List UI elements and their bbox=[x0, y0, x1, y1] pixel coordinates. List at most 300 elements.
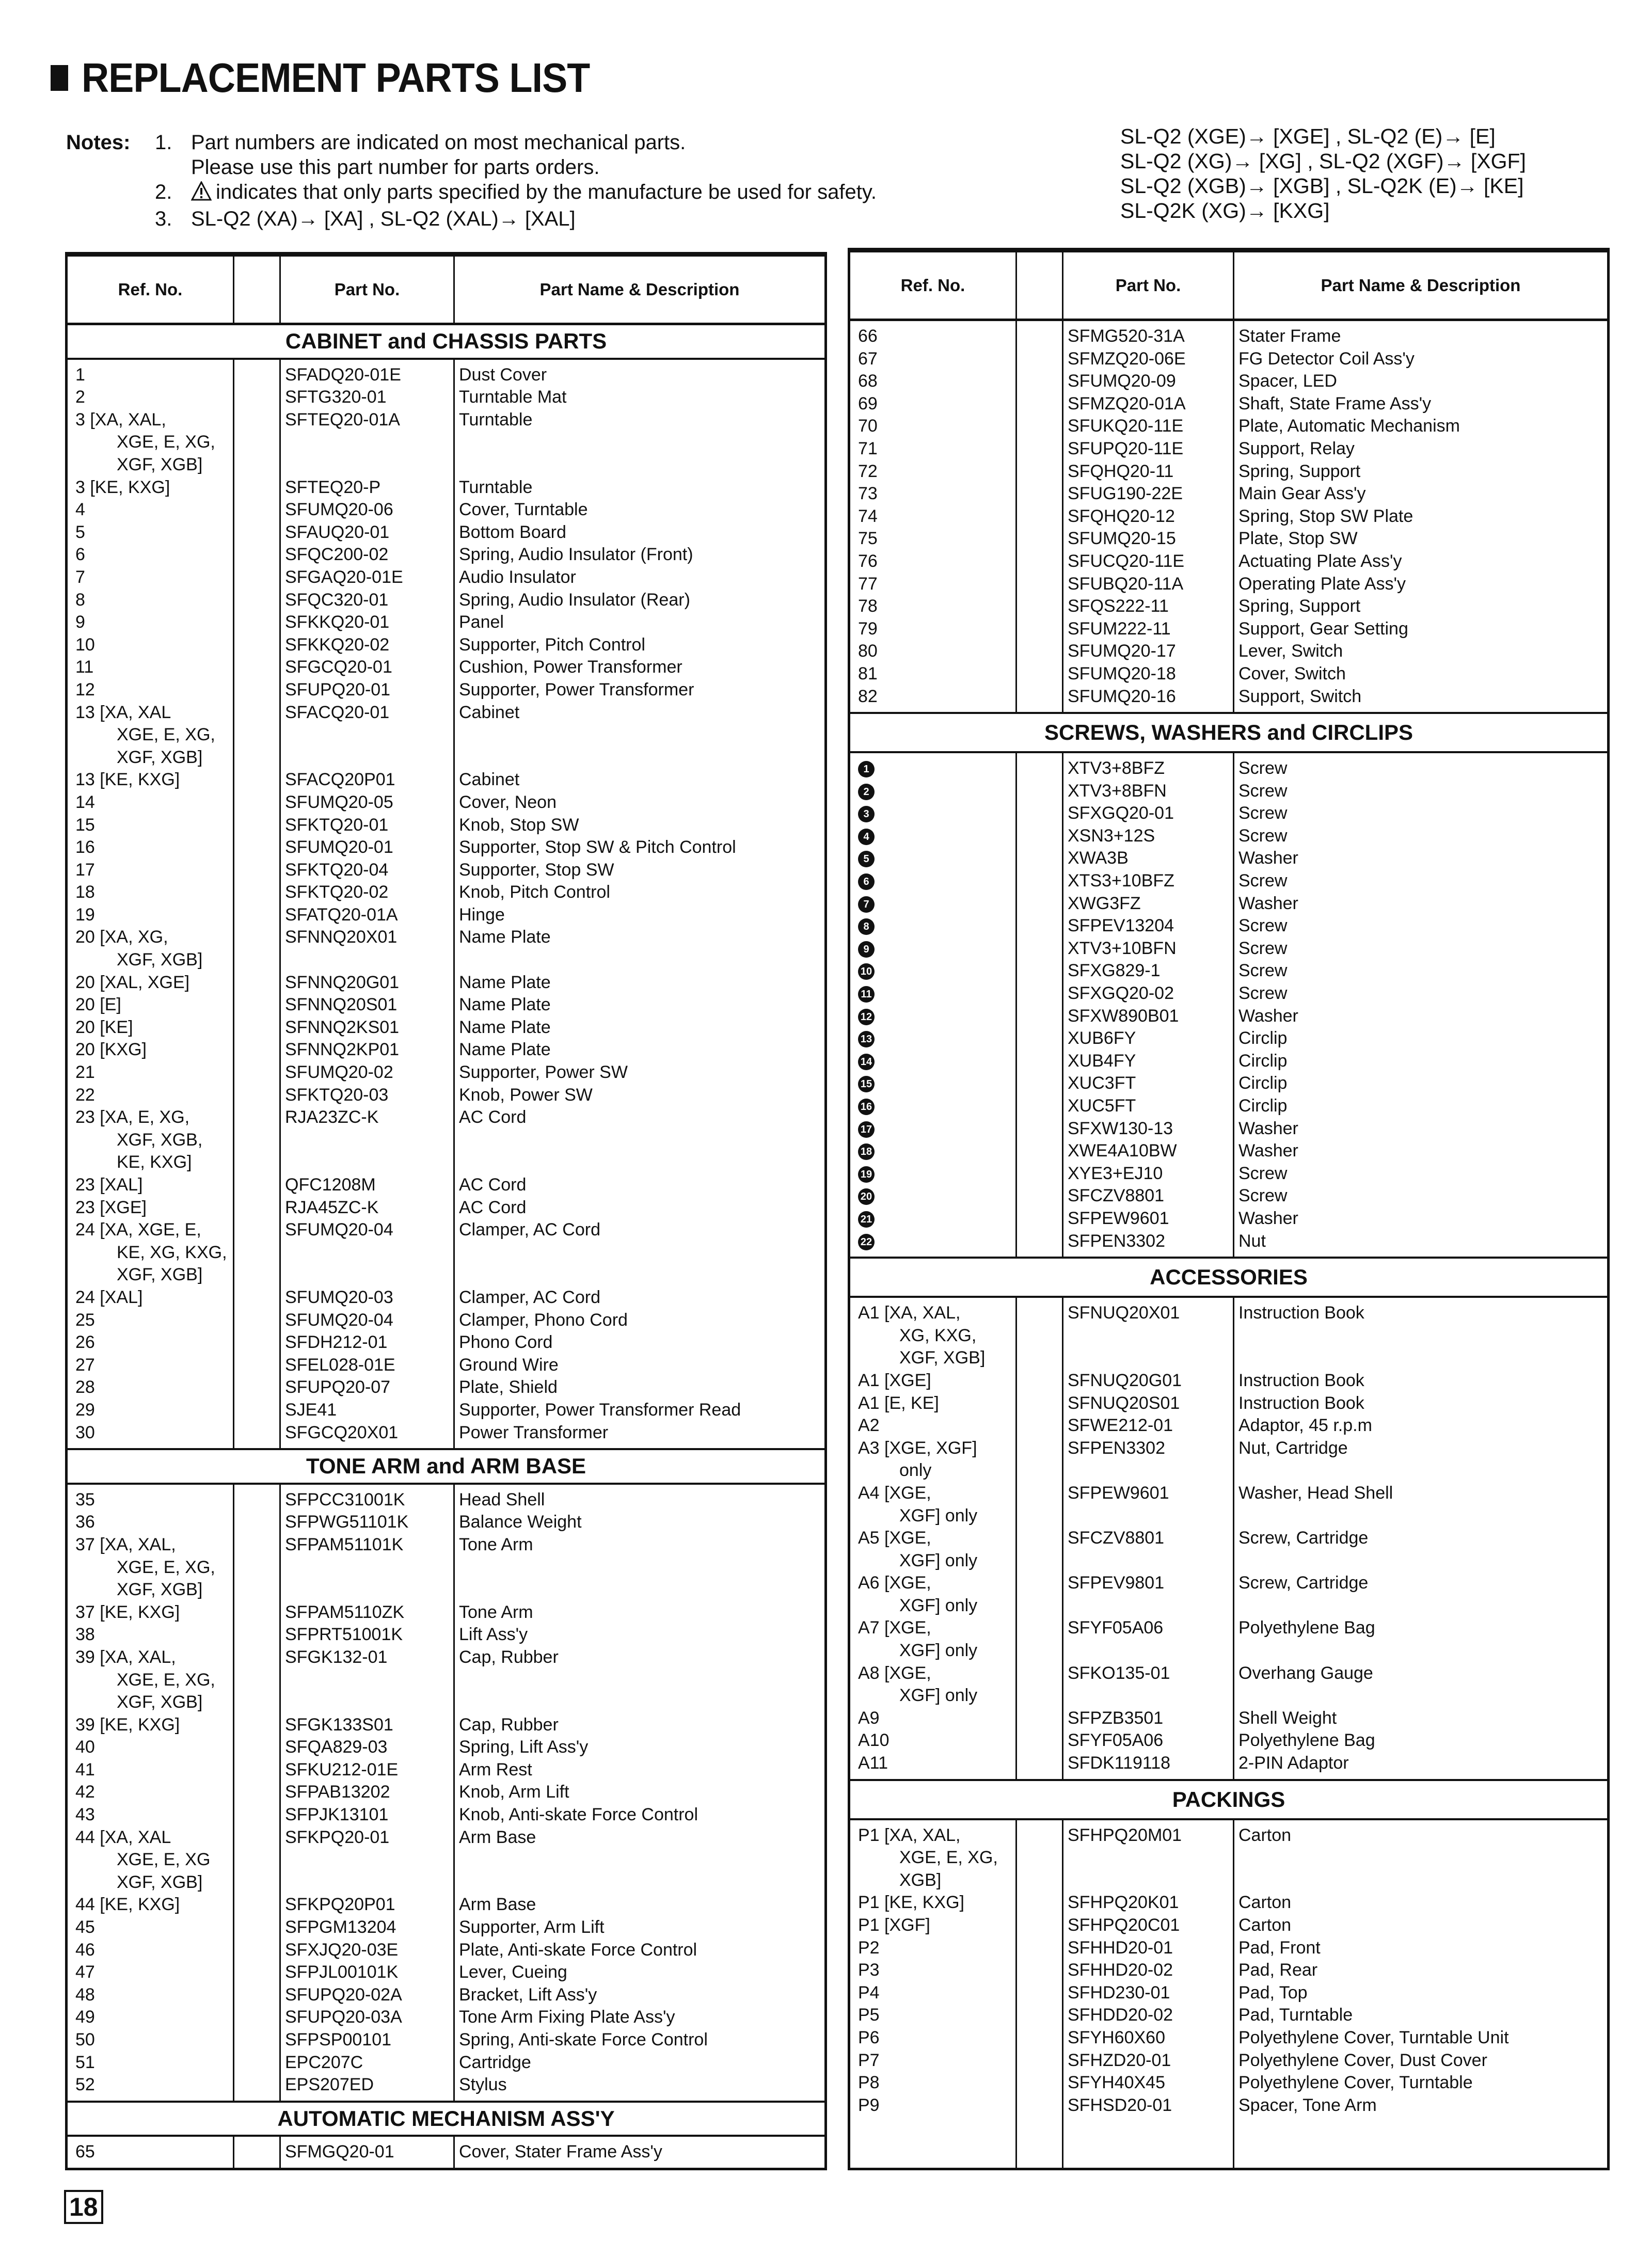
part-no-cell: XUB4FY bbox=[1063, 1050, 1234, 1073]
ref-no-cell: 20 [KE] bbox=[68, 1016, 234, 1039]
table-row bbox=[850, 1662, 1607, 1707]
blank-header bbox=[234, 257, 281, 323]
blank-cell bbox=[234, 2137, 281, 2168]
description-cell: Shaft, State Frame Ass'y bbox=[1238, 393, 1432, 414]
ref-no-cell bbox=[850, 847, 1017, 870]
ref-no-cell: 1 bbox=[68, 360, 234, 387]
blank-cell bbox=[1017, 938, 1063, 960]
blank-cell bbox=[1017, 1027, 1063, 1050]
description-cell: Stater Frame bbox=[1238, 326, 1341, 346]
ref-no-cell bbox=[850, 1140, 1017, 1163]
blank-cell bbox=[234, 2052, 281, 2074]
blank-cell bbox=[1017, 780, 1063, 803]
part-no-cell: SFKPQ20P01 bbox=[281, 1894, 455, 1916]
description-cell: Washer bbox=[1238, 893, 1298, 913]
part-no-cell: XTV3+8BFN bbox=[1063, 780, 1234, 803]
table-row bbox=[68, 1016, 824, 1039]
part-no-cell: XTV3+8BFZ bbox=[1063, 753, 1234, 780]
table-row bbox=[68, 1826, 824, 1894]
table-row bbox=[850, 915, 1607, 938]
ref-no-cell bbox=[850, 1118, 1017, 1140]
description-cell: Screw bbox=[1238, 781, 1288, 801]
part-no-cell: SFMZQ20-01A bbox=[1063, 393, 1234, 416]
description-cell: Power Transformer bbox=[459, 1422, 609, 1442]
ref-no-cell: A6 [XGE, XGF] only bbox=[850, 1572, 1017, 1617]
blank-cell bbox=[1017, 686, 1063, 712]
ref-no-cell: A11 bbox=[850, 1752, 1017, 1779]
ref-no-header: Ref. No. bbox=[850, 252, 1017, 319]
table-row bbox=[68, 1331, 824, 1354]
part-no-cell: SFACQ20-01 bbox=[281, 702, 455, 769]
ref-no-cell: 10 bbox=[68, 634, 234, 657]
ref-no-cell: 13 [KE, KXG] bbox=[68, 769, 234, 791]
ref-no-cell: 49 bbox=[68, 2006, 234, 2029]
part-no-cell: SFPZB3501 bbox=[1063, 1707, 1234, 1730]
ref-no-cell: A4 [XGE, XGF] only bbox=[850, 1482, 1017, 1527]
description-cell: Screw bbox=[1238, 938, 1288, 958]
table-row bbox=[850, 960, 1607, 982]
ref-no-cell: A7 [XGE, XGF] only bbox=[850, 1617, 1017, 1662]
table-row bbox=[68, 409, 824, 476]
table-row bbox=[68, 1039, 824, 1061]
blank-cell bbox=[234, 1331, 281, 1354]
table-row bbox=[68, 926, 824, 971]
description-cell: Hinge bbox=[459, 904, 505, 925]
table-row bbox=[68, 1106, 824, 1174]
description-cell: Cover, Stater Frame Ass'y bbox=[459, 2142, 662, 2162]
ref-no-cell: P3 bbox=[850, 1959, 1017, 1982]
ref-no-cell: 23 [XGE] bbox=[68, 1197, 234, 1219]
note-text: indicates that only parts specified by the manufacture be used for safety. bbox=[216, 181, 877, 203]
description-cell: Phono Cord bbox=[459, 1332, 553, 1353]
blank-cell bbox=[234, 791, 281, 814]
blank-cell bbox=[234, 1984, 281, 2007]
table-row bbox=[850, 780, 1607, 803]
blank-cell bbox=[1017, 393, 1063, 416]
note-number: 3. bbox=[155, 208, 172, 230]
table-row bbox=[850, 1050, 1607, 1073]
table-row bbox=[68, 904, 824, 927]
part-no-cell: SFEL028-01E bbox=[281, 1354, 455, 1377]
ref-no-cell: 39 [XA, XAL, XGE, E, XG, XGF, XGB] bbox=[68, 1646, 234, 1714]
blank-cell bbox=[234, 972, 281, 994]
part-no-cell: SFQHQ20-12 bbox=[1063, 505, 1234, 528]
part-no-cell: SFXGQ20-02 bbox=[1063, 982, 1234, 1005]
table-row bbox=[68, 360, 824, 387]
section-header: PACKINGS bbox=[850, 1779, 1607, 1820]
description-cell: Supporter, Power SW bbox=[459, 1062, 628, 1083]
blank-cell bbox=[1017, 1163, 1063, 1185]
ref-no-cell: P9 bbox=[850, 2094, 1017, 2121]
table-row bbox=[850, 550, 1607, 573]
blank-cell bbox=[1017, 595, 1063, 618]
description-cell: Spacer, Tone Arm bbox=[1238, 2095, 1377, 2115]
blank-cell bbox=[234, 994, 281, 1016]
blank-cell bbox=[234, 1939, 281, 1962]
part-no-cell: SFHSD20-01 bbox=[1063, 2094, 1234, 2121]
blank-cell bbox=[1017, 528, 1063, 550]
part-no-cell: EPC207C bbox=[281, 2052, 455, 2074]
description-cell: Bracket, Lift Ass'y bbox=[459, 1984, 597, 2005]
blank-cell bbox=[1017, 753, 1063, 780]
ref-no-cell: 19 bbox=[68, 904, 234, 927]
ref-no-cell: 68 bbox=[850, 370, 1017, 393]
description-cell: Ground Wire bbox=[459, 1355, 559, 1375]
notes-label: Notes: bbox=[66, 131, 131, 154]
ref-no-cell: 3 [XA, XAL, XGE, E, XG, XGF, XGB] bbox=[68, 409, 234, 476]
part-no-cell: XYE3+EJ10 bbox=[1063, 1163, 1234, 1185]
blank-cell bbox=[234, 611, 281, 634]
table-row bbox=[850, 1095, 1607, 1118]
blank-cell bbox=[1017, 1937, 1063, 1960]
ref-no-cell: A2 bbox=[850, 1415, 1017, 1437]
table-row bbox=[850, 1437, 1607, 1482]
description-cell: Polyethylene Cover, Turntable Unit bbox=[1238, 2027, 1509, 2047]
part-no-cell: SFKTQ20-03 bbox=[281, 1084, 455, 1107]
blank-cell bbox=[234, 656, 281, 679]
part-no-cell: SFUMQ20-04 bbox=[281, 1219, 455, 1286]
blank-cell bbox=[234, 566, 281, 589]
ref-no-cell bbox=[850, 893, 1017, 915]
ref-no-cell: 12 bbox=[68, 679, 234, 702]
blank-cell bbox=[234, 1534, 281, 1601]
ref-no-cell: 71 bbox=[850, 438, 1017, 460]
blank-cell bbox=[234, 1286, 281, 1309]
description-cell: Plate, Shield bbox=[459, 1377, 558, 1397]
description-cell: Lift Ass'y bbox=[459, 1625, 528, 1645]
blank-cell bbox=[234, 904, 281, 927]
circled-ref-number: 21 bbox=[858, 1211, 875, 1228]
blank-cell bbox=[1234, 2121, 1607, 2168]
description-cell: Knob, Stop SW bbox=[459, 815, 579, 835]
ref-no-cell bbox=[850, 870, 1017, 893]
blank-cell bbox=[1017, 1050, 1063, 1073]
table-row bbox=[850, 393, 1607, 416]
blank-cell bbox=[234, 702, 281, 769]
blank-cell bbox=[234, 1736, 281, 1759]
part-no-cell: SFKTQ20-04 bbox=[281, 859, 455, 882]
circled-ref-number: 18 bbox=[858, 1143, 875, 1160]
safety-warning-icon bbox=[191, 181, 212, 206]
table-row bbox=[850, 2027, 1607, 2050]
circled-ref-number: 13 bbox=[858, 1031, 875, 1047]
part-no-cell: SFKKQ20-01 bbox=[281, 611, 455, 634]
circled-ref-number: 17 bbox=[858, 1121, 875, 1138]
table-row bbox=[850, 2094, 1607, 2121]
ref-no-cell bbox=[850, 1185, 1017, 1208]
ref-no-cell: 48 bbox=[68, 1984, 234, 2007]
part-no-cell: SFADQ20-01E bbox=[281, 360, 455, 387]
description-cell: Arm Rest bbox=[459, 1759, 532, 1780]
table-row bbox=[850, 618, 1607, 641]
blank-cell bbox=[1017, 1707, 1063, 1730]
description-cell: Circlip bbox=[1238, 1051, 1288, 1071]
part-no-cell: SFUMQ20-15 bbox=[1063, 528, 1234, 550]
description-cell: Clamper, Phono Cord bbox=[459, 1310, 628, 1330]
part-no-cell: SFMG520-31A bbox=[1063, 321, 1234, 348]
blank-cell bbox=[234, 499, 281, 521]
table-row bbox=[850, 2050, 1607, 2072]
ref-no-cell: 18 bbox=[68, 881, 234, 904]
table-row bbox=[850, 893, 1607, 915]
blank-cell bbox=[234, 1174, 281, 1197]
blank-cell bbox=[1017, 1527, 1063, 1572]
part-no-cell: SFHD230-01 bbox=[1063, 1982, 1234, 2005]
table-row bbox=[850, 321, 1607, 348]
description-cell: Screw bbox=[1238, 983, 1288, 1004]
description-cell: Pad, Rear bbox=[1238, 1960, 1318, 1980]
description-cell: Knob, Arm Lift bbox=[459, 1782, 569, 1802]
table-row bbox=[850, 460, 1607, 483]
part-no-cell: SFNUQ20S01 bbox=[1063, 1392, 1234, 1415]
page-title: REPLACEMENT PARTS LIST bbox=[82, 55, 590, 101]
table-row bbox=[68, 836, 824, 859]
blank-cell bbox=[234, 386, 281, 409]
description-cell: Pad, Front bbox=[1238, 1937, 1321, 1958]
description-cell: Name Plate bbox=[459, 972, 551, 992]
ref-no-cell: 38 bbox=[68, 1624, 234, 1646]
blank-cell bbox=[1017, 1662, 1063, 1707]
blank-cell bbox=[1017, 618, 1063, 641]
description-cell: Screw bbox=[1238, 961, 1288, 981]
circled-ref-number: 7 bbox=[858, 896, 875, 913]
ref-no-cell: P5 bbox=[850, 2004, 1017, 2027]
part-no-cell: SFPEV9801 bbox=[1063, 1572, 1234, 1617]
description-cell: Circlip bbox=[1238, 1028, 1288, 1048]
part-no-cell: SFQC320-01 bbox=[281, 589, 455, 612]
blank-cell bbox=[850, 2121, 1017, 2168]
description-cell: Support, Relay bbox=[1238, 438, 1355, 458]
description-cell: Washer bbox=[1238, 1006, 1298, 1026]
part-no-cell: SFKTQ20-01 bbox=[281, 814, 455, 837]
table-row bbox=[68, 386, 824, 409]
table-row bbox=[68, 611, 824, 634]
blank-cell bbox=[234, 881, 281, 904]
table-row bbox=[68, 1939, 824, 1962]
description-cell: 2-PIN Adaptor bbox=[1238, 1753, 1349, 1773]
blank-cell bbox=[1017, 348, 1063, 371]
description-cell: Stylus bbox=[459, 2075, 507, 2095]
table-row bbox=[850, 1118, 1607, 1140]
parts-table-right bbox=[848, 248, 1610, 2170]
ref-no-cell: 5 bbox=[68, 521, 234, 544]
table-row bbox=[850, 595, 1607, 618]
ref-no-cell: A1 [E, KE] bbox=[850, 1392, 1017, 1415]
table-row bbox=[68, 814, 824, 837]
ref-no-cell: A9 bbox=[850, 1707, 1017, 1730]
blank-cell bbox=[1017, 870, 1063, 893]
ref-no-cell bbox=[850, 915, 1017, 938]
description-cell: Polyethylene Bag bbox=[1238, 1730, 1375, 1751]
ref-no-cell: 16 bbox=[68, 836, 234, 859]
part-no-cell: SFUPQ20-03A bbox=[281, 2006, 455, 2029]
ref-no-cell: 3 [KE, KXG] bbox=[68, 476, 234, 499]
table-row bbox=[68, 656, 824, 679]
ref-no-cell: 28 bbox=[68, 1376, 234, 1399]
description-cell: Tone Arm bbox=[459, 1602, 533, 1622]
part-no-cell: SFNUQ20X01 bbox=[1063, 1298, 1234, 1370]
table-row bbox=[850, 1982, 1607, 2005]
table-row bbox=[850, 505, 1607, 528]
table-row bbox=[850, 802, 1607, 825]
table-row bbox=[850, 1208, 1607, 1230]
part-no-cell: SFPJL00101K bbox=[281, 1961, 455, 1984]
ref-no-cell: P4 bbox=[850, 1982, 1017, 2005]
description-cell: Washer bbox=[1238, 848, 1298, 868]
note-1 bbox=[66, 130, 877, 180]
ref-no-cell bbox=[850, 1208, 1017, 1230]
part-no-cell: SFKPQ20-01 bbox=[281, 1826, 455, 1894]
circled-ref-number: 15 bbox=[858, 1076, 875, 1092]
blank-cell bbox=[234, 1084, 281, 1107]
blank-cell bbox=[234, 2074, 281, 2101]
part-no-cell: SFPAM5110ZK bbox=[281, 1601, 455, 1624]
blank-cell bbox=[1017, 321, 1063, 348]
table-row bbox=[850, 1820, 1607, 1892]
ref-no-cell: 23 [XAL] bbox=[68, 1174, 234, 1197]
part-no-cell: SFKTQ20-02 bbox=[281, 881, 455, 904]
blank-cell bbox=[1017, 1208, 1063, 1230]
table-row bbox=[850, 1163, 1607, 1185]
part-no-cell: SFQHQ20-11 bbox=[1063, 460, 1234, 483]
description-cell: Cover, Neon bbox=[459, 792, 557, 812]
ref-no-cell: 4 bbox=[68, 499, 234, 521]
section-header: ACCESSORIES bbox=[850, 1257, 1607, 1298]
description-cell: Tone Arm Fixing Plate Ass'y bbox=[459, 2007, 675, 2027]
part-no-cell: XUC3FT bbox=[1063, 1072, 1234, 1095]
table-row bbox=[68, 972, 824, 994]
part-no-cell: SFPGM13204 bbox=[281, 1916, 455, 1939]
table-row bbox=[68, 1354, 824, 1377]
description-cell: Screw bbox=[1238, 1186, 1288, 1206]
table-row bbox=[850, 825, 1607, 848]
description-cell: Knob, Pitch Control bbox=[459, 882, 610, 902]
blank-cell bbox=[234, 1826, 281, 1894]
description-cell: Carton bbox=[1238, 1915, 1292, 1935]
note-text: SL-Q2 (XA)→ [XA] , SL-Q2 (XAL)→ [XAL] bbox=[191, 208, 576, 230]
part-no-cell: SFPRT51001K bbox=[281, 1624, 455, 1646]
part-no-cell: SFGK132-01 bbox=[281, 1646, 455, 1714]
ref-no-cell: A3 [XGE, XGF] only bbox=[850, 1437, 1017, 1482]
ref-no-cell: 41 bbox=[68, 1759, 234, 1782]
part-no-cell: SFGAQ20-01E bbox=[281, 566, 455, 589]
blank-cell bbox=[234, 1601, 281, 1624]
part-no-cell: SFXJQ20-03E bbox=[281, 1939, 455, 1962]
ref-no-cell: 44 [XA, XAL XGE, E, XG XGF, XGB] bbox=[68, 1826, 234, 1894]
ref-no-cell: 23 [XA, E, XG, XGF, XGB, KE, KXG] bbox=[68, 1106, 234, 1174]
circled-ref-number: 5 bbox=[858, 851, 875, 867]
description-cell: Shell Weight bbox=[1238, 1708, 1337, 1728]
description-cell: Main Gear Ass'y bbox=[1238, 484, 1366, 504]
table-row bbox=[68, 1736, 824, 1759]
table-row bbox=[68, 1601, 824, 1624]
table-row bbox=[850, 1230, 1607, 1257]
description-cell: Cabinet bbox=[459, 702, 520, 722]
table-row bbox=[850, 573, 1607, 596]
ref-no-cell: 9 bbox=[68, 611, 234, 634]
ref-no-cell: 29 bbox=[68, 1399, 234, 1422]
part-no-cell: XUC5FT bbox=[1063, 1095, 1234, 1118]
part-no-cell: SFHPQ20K01 bbox=[1063, 1892, 1234, 1914]
description-cell: AC Cord bbox=[459, 1197, 527, 1217]
ref-no-cell bbox=[850, 982, 1017, 1005]
description-cell: Arm Base bbox=[459, 1827, 536, 1847]
circled-ref-number: 2 bbox=[858, 784, 875, 800]
ref-no-cell: 35 bbox=[68, 1485, 234, 1512]
table-row bbox=[68, 1485, 824, 1512]
ref-no-cell bbox=[850, 1050, 1017, 1073]
description-cell: Audio Insulator bbox=[459, 567, 576, 587]
part-no-cell: SFPEW9601 bbox=[1063, 1482, 1234, 1527]
blank-cell bbox=[1017, 438, 1063, 460]
blank-cell bbox=[234, 1399, 281, 1422]
blank-cell bbox=[1017, 960, 1063, 982]
description-cell: Lever, Cueing bbox=[459, 1962, 567, 1982]
table-row bbox=[850, 1527, 1607, 1572]
ref-no-cell: A1 [XA, XAL, XG, KXG, XGF, XGB] bbox=[850, 1298, 1017, 1370]
part-no-cell: SFPAM51101K bbox=[281, 1534, 455, 1601]
blank-cell bbox=[234, 1646, 281, 1714]
description-cell: Name Plate bbox=[459, 1040, 551, 1060]
description-cell: Spring, Support bbox=[1238, 461, 1361, 481]
description-cell: Spacer, LED bbox=[1238, 371, 1337, 391]
description-cell: Supporter, Arm Lift bbox=[459, 1917, 605, 1937]
part-no-cell: SFNNQ2KS01 bbox=[281, 1016, 455, 1039]
table-row bbox=[68, 1309, 824, 1332]
section-header: AUTOMATIC MECHANISM ASS'Y bbox=[68, 2101, 824, 2137]
part-no-cell: SFUBQ20-11A bbox=[1063, 573, 1234, 596]
blank-cell bbox=[1017, 550, 1063, 573]
blank-cell bbox=[234, 926, 281, 971]
part-no-cell: SFUMQ20-04 bbox=[281, 1309, 455, 1332]
table-row bbox=[68, 1984, 824, 2007]
description-cell: Nut, Cartridge bbox=[1238, 1438, 1348, 1458]
part-no-cell: SFNUQ20G01 bbox=[1063, 1370, 1234, 1392]
blank-cell bbox=[1017, 483, 1063, 505]
part-no-cell: SFQS222-11 bbox=[1063, 595, 1234, 618]
description-cell: Pad, Turntable bbox=[1238, 2005, 1353, 2025]
ref-no-cell: 15 bbox=[68, 814, 234, 837]
description-cell: Supporter, Stop SW bbox=[459, 860, 614, 880]
description-cell: Support, Gear Setting bbox=[1238, 618, 1408, 639]
ref-no-cell: 73 bbox=[850, 483, 1017, 505]
blank-cell bbox=[234, 1781, 281, 1804]
ref-no-cell bbox=[850, 802, 1017, 825]
ref-no-cell: 46 bbox=[68, 1939, 234, 1962]
circled-ref-number: 12 bbox=[858, 1009, 875, 1025]
table-row bbox=[68, 1534, 824, 1601]
ref-no-cell: 20 [XAL, XGE] bbox=[68, 972, 234, 994]
ref-no-cell bbox=[850, 1072, 1017, 1095]
table-row bbox=[850, 1298, 1607, 1370]
ref-no-cell: P6 bbox=[850, 2027, 1017, 2050]
note-number: 2. bbox=[155, 181, 172, 203]
part-no-cell: SFYF05A06 bbox=[1063, 1729, 1234, 1752]
part-no-cell: XUB6FY bbox=[1063, 1027, 1234, 1050]
circled-ref-number: 4 bbox=[858, 829, 875, 845]
table-row bbox=[68, 881, 824, 904]
table-header-row bbox=[850, 252, 1607, 321]
part-no-cell: SFHPQ20C01 bbox=[1063, 1914, 1234, 1937]
description-cell: Supporter, Power Transformer bbox=[459, 679, 694, 700]
ref-no-cell: 76 bbox=[850, 550, 1017, 573]
ref-no-cell: 42 bbox=[68, 1781, 234, 1804]
description-cell: Panel bbox=[459, 612, 504, 632]
part-no-cell: SFPAB13202 bbox=[281, 1781, 455, 1804]
blank-cell bbox=[1017, 1185, 1063, 1208]
table-row bbox=[850, 1937, 1607, 1960]
blank-cell bbox=[1017, 1914, 1063, 1937]
